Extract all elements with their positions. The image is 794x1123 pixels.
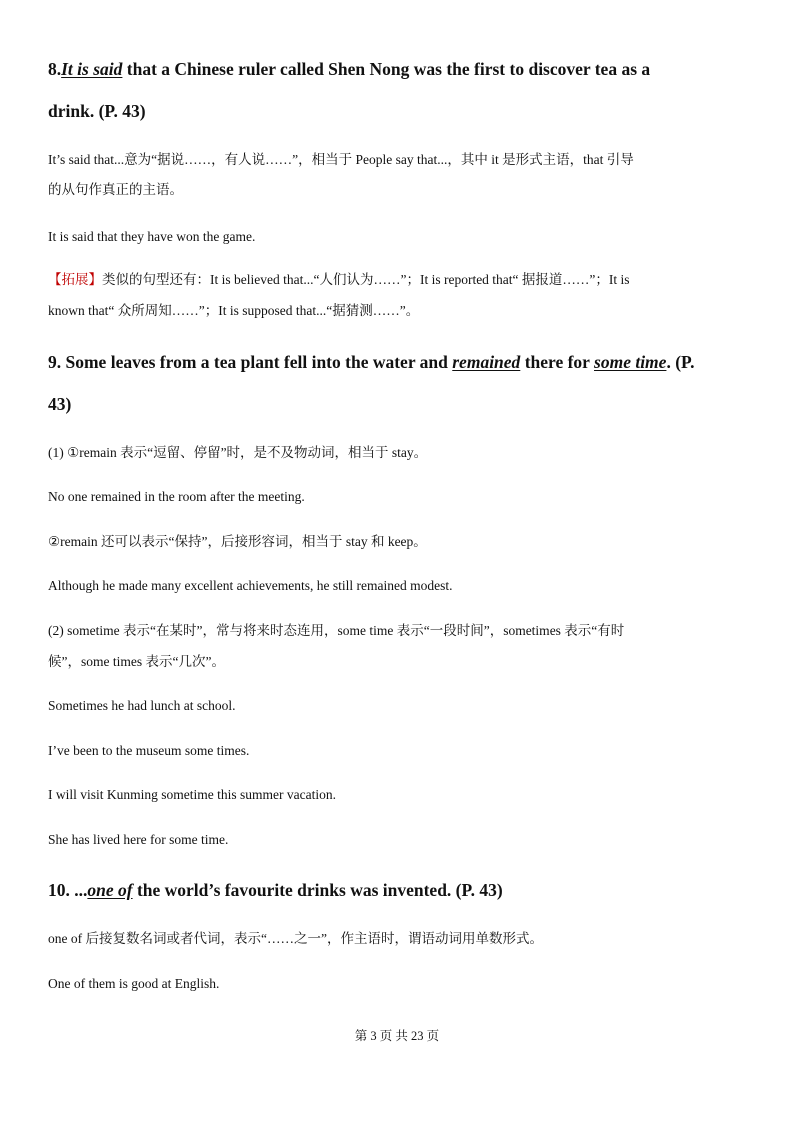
item-9-example-3: Sometimes he had lunch at school. (48, 698, 236, 713)
item-8-example: It is said that they have won the game. (48, 229, 256, 244)
item-8-heading-line1: 8.It is said that a Chinese ruler called Shen Nong was the first to discover tea as a (48, 59, 651, 79)
item-10-heading: 10. ...one of the world’s favourite drinks was invented. (P. 43) (48, 880, 503, 900)
item-8-extension-line1: 【拓展】类似的句型还有：It is believed that...“人们认为……”；It is reported that“ 据报道……”；It is (48, 272, 630, 287)
item-10-keyword: one of (87, 880, 133, 900)
item-9-point-2: ②remain 还可以表示“保持”，后接形容词，相当于 stay 和 keep。 (48, 534, 427, 549)
item-9-keyword-remained: remained (452, 352, 521, 372)
item-9-example-6: She has lived here for some time. (48, 832, 229, 847)
item-9-point-1: (1) ①remain 表示“逗留、停留”时，是不及物动词，相当于 stay。 (48, 445, 428, 460)
item-9-example-5: I will visit Kunming sometime this summer vacation. (48, 787, 336, 802)
item-10-example: One of them is good at English. (48, 976, 220, 991)
item-9-example-4: I’ve been to the museum some times. (48, 743, 250, 758)
item-9-keyword-some-time: some time (594, 352, 667, 372)
item-9-point-3-line1: (2) sometime 表示“在某时”，常与将来时态连用，some time 表示“一段时间”，sometimes 表示“有时 (48, 623, 625, 638)
extension-tag: 【拓展】 (48, 272, 102, 287)
item-8-explanation-line1: It’s said that...意为“据说……，有人说……”，相当于 People say that...，其中 it 是形式主语，that 引导 (48, 152, 634, 167)
item-9-example-1: No one remained in the room after the meeting. (48, 489, 305, 504)
item-9-heading-line2: 43) (48, 394, 72, 414)
item-8-keyword: It is said (61, 59, 123, 79)
item-8-explanation-line2: 的从句作真正的主语。 (48, 182, 183, 197)
page-footer: 第 3 页 共 23 页 (354, 1029, 440, 1043)
item-9-heading-line1: 9. Some leaves from a tea plant fell into the water and remained there for some time. (P. (48, 352, 695, 372)
item-8-extension-line2: known that“ 众所周知……”；It is supposed that...“据猜测……”。 (48, 303, 420, 318)
item-9-point-3-line2: 候”，some times 表示“几次”。 (48, 654, 225, 669)
item-9-example-2: Although he made many excellent achievements, he still remained modest. (48, 578, 453, 593)
item-10-explanation: one of 后接复数名词或者代词，表示“……之一”，作主语时，谓语动词用单数形式。 (48, 931, 543, 946)
item-8-heading-line2: drink. (P. 43) (48, 101, 146, 121)
